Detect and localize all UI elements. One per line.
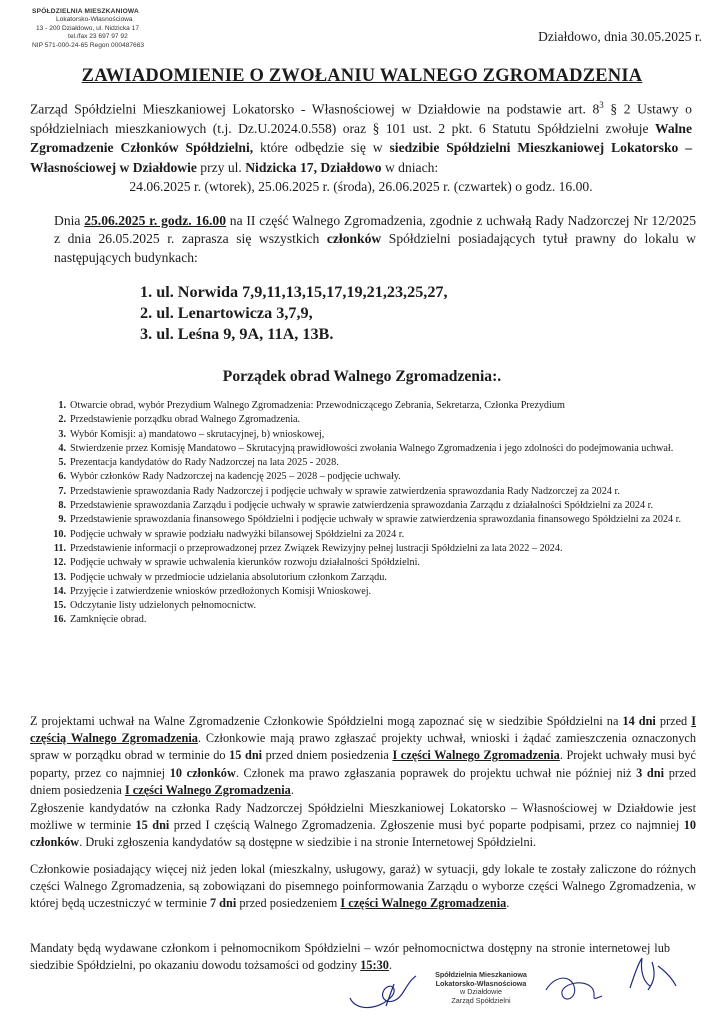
agenda-item (50, 514, 698, 526)
multiple-bold: 7 dni (209, 896, 237, 911)
agenda-item (50, 572, 698, 584)
projects-bold: 3 dni (636, 765, 665, 780)
candidates-text: Zgłoszenie kandydatów na członka Rady Nadzorczej Spółdzielni Mieszkaniowej Lokatorsko – Własnościowej w Działdowie jest możliwe w terminie (30, 801, 696, 833)
projects-text: przed (655, 714, 692, 728)
building-item: 3. ul. Leśna 9, 9A, 11A, 13B. (140, 325, 334, 343)
agenda-text: Przedstawienie sprawozdania finansowego Spółdzielni i podjęcie uchwały w sprawie zatwierdzenia sprawozdania finansowego Spółdzielni za 2024 r. (70, 514, 682, 526)
stamp-line: Lokatorsko-Własnościowa (56, 16, 133, 24)
intro-text: przy ul. (196, 159, 246, 175)
agenda-item (50, 600, 698, 612)
agenda-number: 9. (58, 514, 66, 526)
intro-text: Zarząd Spółdzielni Mieszkaniowej Lokatorsko - Własnościowej w Działdowie na podstawie art. 8 (30, 101, 600, 117)
document-title: ZAWIADOMIENIE O ZWOŁANIU WALNEGO ZGROMADZENIA (81, 66, 643, 86)
agenda-number: 14. (53, 585, 66, 597)
multiple-underline: I części Walnego Zgromadzenia (340, 896, 507, 911)
projects-text: . (290, 782, 294, 797)
candidates-text: . Druki zgłoszenia kandydatów są dostępne w siedzibie i na stronie Internetowej Spółdzielni. (79, 835, 537, 850)
mandates-text: Mandaty będą wydawane członkom i pełnomocnikom Spółdzielni – wzór pełnomocnictwa dostępny na stronie internetowej lub siedzibie Spółdzielni, po okazaniu dowodu tożsamości od godziny (30, 941, 670, 973)
board-stamp-line: Lokatorsko-Własnościowa (435, 978, 527, 988)
agenda-list (50, 400, 698, 629)
building-item: 2. ul. Lenartowicza 3,7,9, (140, 304, 313, 322)
agenda-text: Przedstawienie porządku obrad Walnego Zgromadzenia. (70, 414, 301, 426)
agenda-item (50, 614, 698, 626)
mandates-bold: 15:30 (360, 958, 389, 973)
agenda-item (50, 414, 698, 426)
agenda-text: Podjęcie uchwały w sprawie podziału nadwyżki bilansowej Spółdzielni za 2024 r. (70, 528, 405, 540)
multiple-text: Członkowie posiadający więcej niż jeden lokal (mieszkalny, usługowy, garaż) w sytuacji, gdy lokale te zostały zaliczone do różnych części Walnego Zgromadzenia, są zobowiązani do pisemnego poinformowania Zarządu o wyborze części Walnego Zgromadzenia, w której będą uczestniczyć w terminie (30, 862, 696, 911)
agenda-number: 1. (58, 400, 66, 411)
board-stamp-line: Zarząd Spółdzielni (451, 995, 511, 1005)
projects-text: . Projekt uchwały musi być poparty, przez co najmniej (30, 748, 697, 780)
buildings-list (140, 282, 448, 345)
projects-text: Z projektami uchwał na Walne Zgromadzenie Członkowie Spółdzielni mogą zapoznać się w siedzibie Spółdzielni na (30, 714, 623, 728)
agenda-number: 5. (58, 457, 66, 469)
stamp-line: 13 - 200 Działdowo, ul. Nidzicka 17 (36, 24, 139, 32)
agenda-number: 10. (53, 528, 66, 540)
agenda-item (50, 457, 698, 469)
board-stamp-line: Spółdzielnia Mieszkaniowa (435, 970, 527, 979)
agenda-item (50, 586, 698, 598)
part2-bold: członków (326, 231, 382, 247)
cooperative-stamp (32, 8, 202, 50)
agenda-number: 4. (58, 442, 66, 454)
projects-bold: 14 dni (622, 714, 656, 728)
intro-bold: Nidzicka 17, Działdowo (245, 159, 382, 175)
intro-text: które odbędzie się w (253, 140, 390, 156)
meeting-dates: 24.06.2025 r. (wtorek), 25.06.2025 r. (środa), 26.06.2025 r. (czwartek) o godz. 16.00. (129, 179, 593, 195)
intro-text: § 2 Ustawy o spółdzielniach mieszkaniowych (t.j. Dz.U.2024.0.558) oraz § 101 ust. 2 pkt. 6 Statutu Spółdzielni zwołuje (30, 101, 692, 136)
intro-paragraph (30, 96, 692, 197)
mandates-text: . (388, 958, 393, 973)
agenda-text: Otwarcie obrad, wybór Prezydium Walnego Zgromadzenia: Przewodniczącego Zebrania, Sekretarza, Członka Prezydium (70, 400, 565, 411)
multiple-units-paragraph (30, 861, 696, 913)
agenda-item (50, 557, 698, 569)
agenda-text: Stwierdzenie przez Komisję Mandatowo – Skrutacyjną prawidłowości zwołania Walnego Zgromadzenia i jego zdolności do podejmowania uchwał. (70, 442, 674, 454)
agenda-item (50, 500, 698, 512)
agenda-number: 6. (58, 471, 66, 483)
stamp-line: SPÓŁDZIELNIA MIESZKANIOWA (32, 8, 139, 15)
agenda-number: 7. (58, 485, 66, 497)
agenda-item (50, 529, 698, 541)
agenda-text: Przyjęcie i zatwierdzenie wniosków przedłożonych Komisji Wnioskowej. (70, 585, 372, 597)
projects-text: przed dniem posiedzenia (30, 765, 697, 797)
agenda-text: Wybór Komisji: a) mandatowo – skrutacyjnej, b) wnioskowej, (70, 428, 325, 440)
intro-bold: Walne Zgromadzenie Członków Spółdzielni, (30, 120, 692, 156)
agenda-number: 16. (53, 614, 66, 626)
projects-underline: I częścią Walnego Zgromadzenia (30, 714, 697, 746)
part2-date: 25.06.2025 r. godz. 16.00 (84, 213, 227, 228)
signature-left (346, 966, 426, 1016)
agenda-number: 8. (58, 500, 66, 512)
signature-middle (540, 966, 610, 1010)
agenda-text: Prezentacja kandydatów do Rady Nadzorczej na lata 2025 - 2028. (70, 457, 339, 469)
document-date: Działdowo, dnia 30.05.2025 r. (538, 29, 702, 44)
projects-text: . Członek ma prawo zgłaszania poprawek do projektu uchwał nie później niż (235, 765, 637, 780)
agenda-item (50, 400, 698, 412)
agenda-title: Porządek obrad Walnego Zgromadzenia:. (222, 368, 502, 385)
agenda-text: Odczytanie listy udzielonych pełnomocnictw. (70, 600, 257, 612)
agenda-number: 11. (53, 542, 66, 554)
agenda-text: Wybór członków Rady Nadzorczej na kadencję 2025 – 2028 – podjęcie uchwały. (70, 471, 401, 483)
projects-paragraph (30, 713, 696, 799)
agenda-text: Zamknięcie obrad. (70, 614, 147, 626)
agenda-text: Przedstawienie informacji o przeprowadzonej przez Związek Rewizyjny pełnej lustracji Spółdzielni za lata 2022 – 2024. (70, 542, 563, 554)
agenda-text: Przedstawienie sprawozdania Rady Nadzorczej i podjęcie uchwały w sprawie zatwierdzenia sprawozdania Rady Nadzorczej za 2024 r. (70, 485, 620, 497)
agenda-item (50, 471, 698, 483)
part2-paragraph (54, 212, 696, 267)
part2-text: Dnia (54, 213, 85, 228)
agenda-item (50, 429, 698, 441)
agenda-text: Przedstawienie sprawozdania Zarządu i podjęcie uchwały w sprawie zatwierdzenia sprawozdania Zarządu z działalności Spółdzielni za 2024 r. (70, 500, 653, 512)
intro-text: w dniach: (381, 159, 439, 175)
projects-underline: I części Walnego Zgromadzenia (392, 748, 560, 763)
projects-text: . Członkowie mają prawo zgłaszać projekty uchwał, wnioski i żądać zamieszczenia oznaczonych spraw w porządku obrad w terminie do (30, 731, 696, 763)
projects-bold: 10 członków (169, 765, 236, 780)
projects-text: przed dniem posiedzenia (262, 748, 393, 763)
candidates-text: przed I częścią Walnego Zgromadzenia. Zgłoszenie musi być poparte podpisami, przez co najmniej (169, 818, 684, 833)
part2-text: na II część Walnego Zgromadzenia, zgodnie z uchwałą Rady Nadzorczej Nr 12/2025 z dnia 26.05.2025 r. zaprasza się wszystkich (54, 213, 696, 247)
agenda-number: 3. (58, 428, 66, 440)
agenda-number: 2. (58, 414, 66, 426)
agenda-text: Podjęcie uchwały w sprawie uchwalenia kierunków rozwoju działalności Spółdzielni. (70, 557, 420, 569)
signature-right (622, 952, 682, 998)
candidates-paragraph (30, 800, 696, 852)
multiple-text: przed posiedzeniem (236, 896, 341, 911)
part2-text: Spółdzielni posiadających tytuł prawny do lokalu w następujących budynkach: (54, 231, 696, 265)
agenda-number: 15. (53, 600, 66, 612)
building-item: 1. ul. Norwida 7,9,11,13,15,17,19,21,23,25,27, (140, 283, 448, 301)
superscript: 3 (599, 100, 604, 110)
candidates-bold: 15 dni (135, 818, 170, 833)
agenda-item (50, 543, 698, 555)
projects-underline: I części Walnego Zgromadzenia (124, 782, 291, 797)
candidates-bold: 10 członków (30, 818, 697, 850)
projects-bold: 15 dni (229, 748, 263, 763)
agenda-number: 12. (53, 557, 66, 569)
agenda-item (50, 443, 698, 455)
agenda-text: Podjęcie uchwały w przedmiocie udzielania absolutorium członkom Zarządu. (70, 571, 387, 583)
intro-bold: siedzibie Spółdzielni Mieszkaniowej Lokatorsko – Własnościowej w Działdowie (30, 140, 692, 175)
multiple-text: . (506, 896, 510, 911)
stamp-line: tel./fax 23 697 97 92 (68, 33, 128, 41)
board-stamp-line: w Działdowie (460, 987, 502, 997)
agenda-item (50, 486, 698, 498)
stamp-line: NIP 571-000-24-65 Regon 000487663 (32, 41, 145, 49)
agenda-number: 13. (53, 571, 66, 583)
board-stamp (426, 971, 536, 1005)
